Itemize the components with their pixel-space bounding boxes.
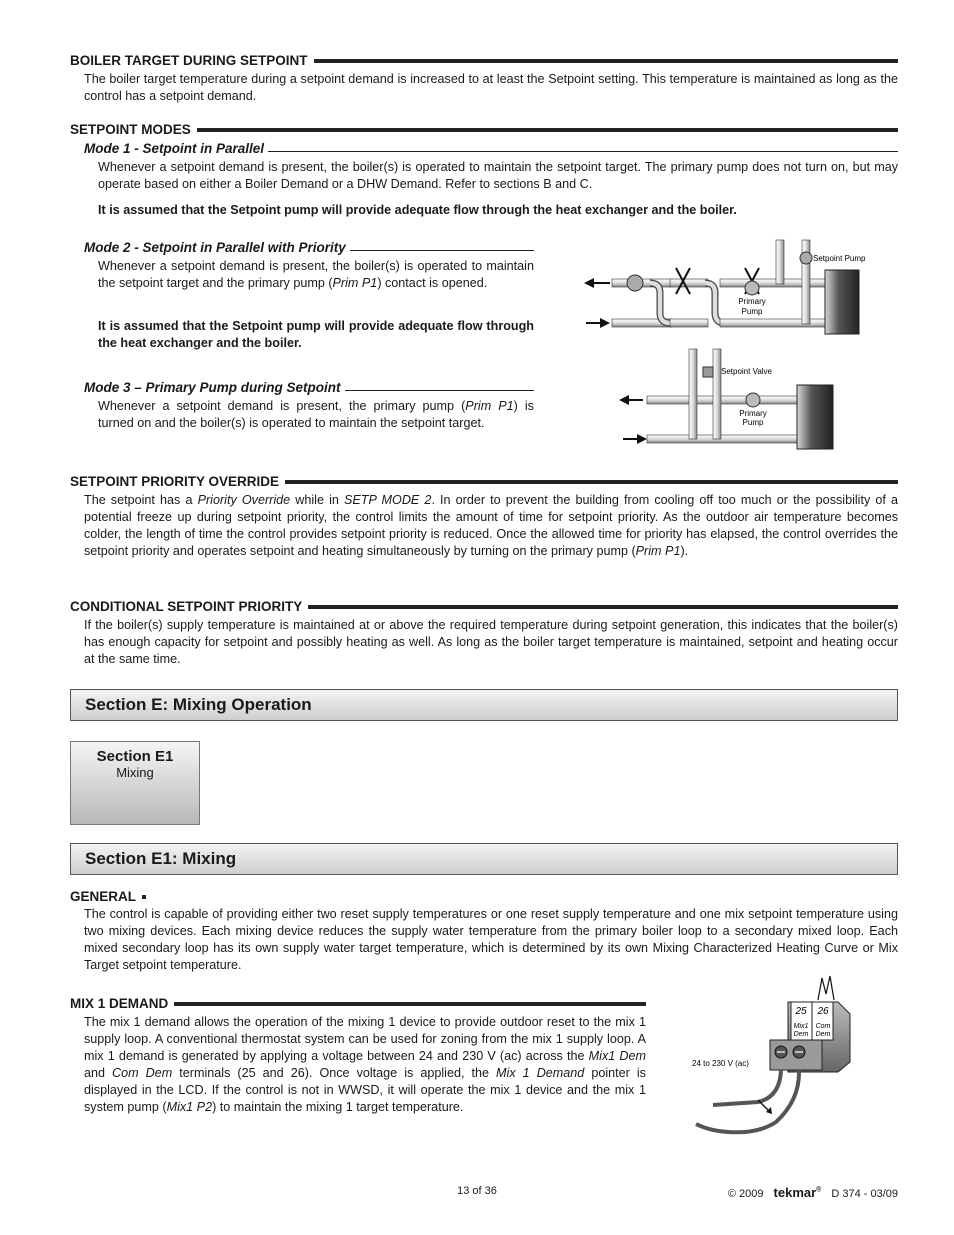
subheading-rule bbox=[350, 250, 534, 251]
primary-pump-icon bbox=[746, 393, 760, 407]
setpoint-pump-piping-diagram bbox=[580, 238, 900, 343]
terminal-26-number: 26 bbox=[817, 1006, 829, 1017]
section-e1-box-title: Section E1 bbox=[96, 748, 174, 765]
setpoint-pump-label: Setpoint Pump bbox=[813, 254, 866, 263]
subheading-text: Mode 3 – Primary Pump during Setpoint bbox=[84, 380, 341, 395]
heading-text: SETPOINT PRIORITY OVERRIDE bbox=[70, 474, 280, 489]
heading-text: CONDITIONAL SETPOINT PRIORITY bbox=[70, 599, 303, 614]
mode2-note: It is assumed that the Setpoint pump will provide adequate flow through the heat exchanger and the boiler. bbox=[98, 319, 534, 350]
heading-rule bbox=[285, 480, 898, 484]
text-run: The mix 1 demand allows the operation of the mixing 1 device to provide outdoor reset to the mix 1 supply loop. A conventional thermostat system can be used for zoning from the mix 1 supply loop. A mix 1 demand is generated by applying a voltage between 24 and 230 V (ac) across the bbox=[84, 1015, 646, 1063]
text-italic: Mix 1 Demand bbox=[496, 1066, 585, 1080]
section-heading-mix1-demand bbox=[70, 996, 646, 1011]
text-italic: SETP MODE 2 bbox=[344, 493, 432, 507]
text-run: ) to maintain the mixing 1 target temperature. bbox=[212, 1100, 464, 1114]
section-heading-priority-override bbox=[70, 474, 898, 489]
terminal-25-label-2: Dem bbox=[793, 1031, 809, 1038]
primary-pump-label-2: Pump bbox=[742, 418, 764, 427]
section-e1-title-bar bbox=[70, 843, 898, 875]
mode3-text bbox=[98, 398, 534, 432]
mode1-note: It is assumed that the Setpoint pump will provide adequate flow through the heat exchanger and the boiler. bbox=[98, 203, 737, 217]
terminal-26-label-1: Com bbox=[815, 1023, 831, 1030]
heading-rule bbox=[314, 59, 898, 63]
flow-arrow-in bbox=[586, 318, 610, 328]
text-run: ) is turned on and the boiler(s) is operated to maintain the setpoint target. bbox=[98, 399, 534, 430]
heading-rule bbox=[197, 128, 898, 132]
setpoint-valve-label: Setpoint Valve bbox=[721, 367, 772, 376]
heading-rule bbox=[308, 605, 898, 609]
general-text: The control is capable of providing either two reset supply temperatures or one reset supply temperature and one mix setpoint temperature using two mixing devices. Each mixing device reduces the supply water temperature from the primary boiler loop to a secondary mixed loop. Each mixed secondary loop has its own supply water target temperature, which is determined by its own Mixing Characterized Heating Curve or Mix Target setpoint temperature. bbox=[84, 907, 898, 972]
text-run: ). bbox=[680, 544, 689, 558]
flow-arrow-in bbox=[623, 434, 647, 444]
terminal-25-label-1: Mix1 bbox=[793, 1023, 809, 1030]
section-heading-conditional-priority bbox=[70, 599, 898, 614]
text-run: ) contact is opened. bbox=[377, 276, 488, 290]
heading-rule bbox=[142, 895, 146, 899]
text-run: and bbox=[84, 1066, 113, 1080]
heading-rule bbox=[174, 1002, 646, 1006]
voltage-range-label: 24 to 230 V (ac) bbox=[692, 1059, 749, 1068]
section-e-title-bar bbox=[70, 689, 898, 721]
terminal-26-label-2: Dem bbox=[815, 1031, 831, 1038]
section-heading-general bbox=[70, 889, 146, 904]
setpoint-valve-icon bbox=[703, 367, 713, 377]
mode1-text: Whenever a setpoint demand is present, the boiler(s) is operated to maintain the setpoint target. The primary pump does not turn on, but may operate based on either a Boiler Demand or a DHW Demand. Refer to sections B and C. bbox=[98, 160, 898, 191]
text-italic: Prim P1 bbox=[332, 276, 378, 290]
registered-mark: ® bbox=[816, 1186, 822, 1194]
primary-pump-label-1: Primary bbox=[738, 297, 766, 306]
heading-text: MIX 1 DEMAND bbox=[70, 996, 169, 1011]
brand-name: tekmar bbox=[773, 1185, 817, 1200]
text-run: Whenever a setpoint demand is present, the primary pump ( bbox=[98, 399, 466, 413]
text-italic: Prim P1 bbox=[465, 399, 514, 413]
terminal-block-diagram bbox=[688, 972, 863, 1147]
text-run: Whenever a setpoint demand is present, the boiler(s) is operated to maintain the setpoint target and the primary pump ( bbox=[98, 259, 534, 290]
mix1-demand-text bbox=[84, 1014, 646, 1116]
supply-pipe bbox=[647, 396, 797, 404]
primary-pump-icon bbox=[745, 281, 759, 295]
section-heading-boiler-target bbox=[70, 53, 898, 68]
heading-text: GENERAL bbox=[70, 889, 137, 904]
heading-text: SETPOINT MODES bbox=[70, 122, 191, 137]
heat-exchanger bbox=[825, 270, 859, 334]
section-e1-box-subtitle: Mixing bbox=[116, 765, 154, 780]
boiler bbox=[797, 385, 833, 449]
section-e1-box bbox=[70, 741, 200, 825]
primary-pump-label-1: Primary bbox=[739, 409, 767, 418]
text-italic: Mix1 P2 bbox=[166, 1100, 213, 1114]
boiler-pump-icon bbox=[627, 275, 643, 291]
subheading-rule bbox=[268, 151, 898, 152]
terminal-25-number: 25 bbox=[795, 1006, 807, 1017]
section-e1-title: Section E1: Mixing bbox=[85, 849, 237, 868]
mode1-title bbox=[84, 141, 898, 156]
text-run: while in bbox=[290, 493, 344, 507]
page-number-text: 13 of 36 bbox=[457, 1185, 497, 1197]
text-run: pointer is displayed in the LCD. If the control is not in WWSD, it will operate the mix 1 device and the mix 1 system pump ( bbox=[84, 1066, 646, 1114]
text-run: terminals (25 and 26). Once voltage is applied, the bbox=[172, 1066, 497, 1080]
footer-right bbox=[728, 1185, 898, 1200]
text-run: . In order to prevent the building from cooling off too much or the possibility of a potential freeze up during setpoint priority, the control limits the amount of time for setpoint priority. As the outdoor air temperature becomes colder, the length of time the control provides setpoint priority is reduced. Once the allowed time for priority has elapsed, the control overrides the setpoint priority and operates setpoint and heating simultaneously by turning on the primary pump ( bbox=[84, 493, 899, 558]
heading-text: BOILER TARGET DURING SETPOINT bbox=[70, 53, 308, 68]
priority-override-text bbox=[84, 492, 898, 560]
text-italic: Prim P1 bbox=[635, 544, 681, 558]
text-italic: Com Dem bbox=[112, 1066, 173, 1080]
section-e-title: Section E: Mixing Operation bbox=[85, 695, 312, 714]
text-run: The setpoint has a bbox=[84, 493, 198, 507]
flow-arrow-out bbox=[619, 395, 643, 405]
brand-logo bbox=[774, 1185, 822, 1200]
subheading-text: Mode 1 - Setpoint in Parallel bbox=[84, 141, 265, 156]
document-code: D 374 - 03/09 bbox=[831, 1188, 898, 1200]
voltage-symbol-icon bbox=[818, 976, 834, 1000]
subheading-text: Mode 2 - Setpoint in Parallel with Priority bbox=[84, 240, 346, 255]
mode3-title bbox=[84, 380, 534, 395]
subheading-rule bbox=[345, 390, 534, 391]
copyright-text: © 2009 bbox=[727, 1188, 764, 1200]
setpoint-pump-icon bbox=[800, 252, 812, 264]
boiler-target-text: The boiler target temperature during a setpoint demand is increased to at least the Setpoint setting. This temperature is maintained as long as the control has a setpoint demand. bbox=[84, 72, 898, 103]
mode2-title bbox=[84, 240, 534, 255]
text-italic: Priority Override bbox=[197, 493, 291, 507]
setpoint-valve-piping-diagram bbox=[615, 347, 840, 452]
return-pipe bbox=[647, 435, 797, 443]
section-heading-setpoint-modes bbox=[70, 122, 898, 137]
mode2-text bbox=[98, 258, 534, 292]
conditional-priority-text: If the boiler(s) supply temperature is maintained at or above the required temperature during setpoint generation, this indicates that the boiler(s) has enough capacity for setpoint and possibly heating as well. As long as the boiler target temperature is maintained, setpoint and heating occur at the same time. bbox=[84, 618, 898, 666]
flow-arrow-out bbox=[584, 278, 610, 288]
text-italic: Mix1 Dem bbox=[588, 1049, 647, 1063]
primary-pump-label-2: Pump bbox=[741, 307, 763, 316]
